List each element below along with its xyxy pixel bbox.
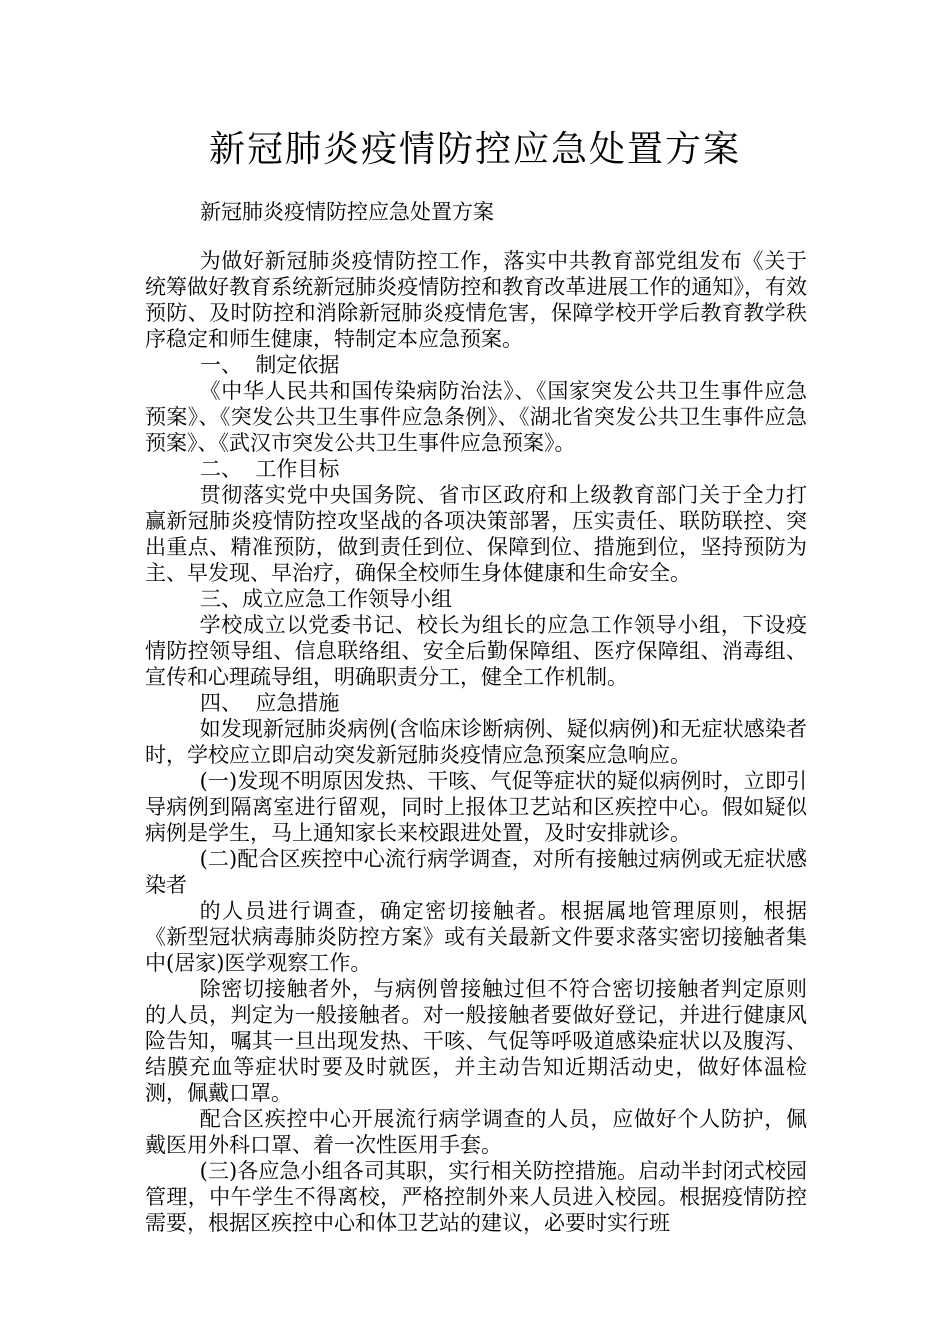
measures-paragraph: (三)各应急小组各司其职，实行相关防控措施。启动半封闭式校园管理，中午学生不得离校，严格控制外来人员进入校园。根据疫情防控需要，根据区疾控中心和体卫艺站的建议，必要时实行班 (145, 1159, 807, 1235)
measures-paragraph: 除密切接触者外，与病例曾接触过但不符合密切接触者判定原则的人员，判定为一般接触者。对一般接触者要做好登记，并进行健康风险告知，嘱其一旦出现发热、干咳、气促等呼吸道感染症状以及腹泻、结膜充血等症状时要及时就医，并主动告知近期活动史，做好体温检测，佩戴口罩。 (145, 977, 807, 1105)
section-heading-measures: 四、 应急措施 (200, 691, 340, 715)
measures-paragraph: 的人员进行调查，确定密切接触者。根据属地管理原则，根据《新型冠状病毒肺炎防控方案》或有关最新文件要求落实密切接触者集中(居家)医学观察工作。 (145, 899, 807, 975)
intro-paragraph: 为做好新冠肺炎疫情防控工作，落实中共教育部党组发布《关于统筹做好教育系统新冠肺炎疫情防控和教育改革进展工作的通知》，有效预防、及时防控和消除新冠肺炎疫情危害，保障学校开学后教育教学秩序稳定和师生健康，特制定本应急预案。 (145, 249, 807, 351)
document-subtitle: 新冠肺炎疫情防控应急处置方案 (200, 200, 494, 224)
measures-paragraph: 如发现新冠肺炎病例(含临床诊断病例、疑似病例)和无症状感染者 时，学校应立即启动突发新冠肺炎疫情应急预案应急响应。 (145, 717, 807, 767)
section-text-leadership: 学校成立以党委书记、校长为组长的应急工作领导小组，下设疫情防控领导组、信息联络组、安全后勤保障组、医疗保障组、消毒组、宣传和心理疏导组，明确职责分工，健全工作机制。 (145, 613, 807, 689)
section-text-basis: 《中华人民共和国传染病防治法》、《国家突发公共卫生事件应急预案》、《突发公共卫生事件应急条例》、《湖北省突发公共卫生事件应急预案》、《武汉市突发公共卫生事件应急预案》。 (145, 379, 807, 455)
document-body (145, 248, 807, 1236)
document-title: 新冠肺炎疫情防控应急处置方案 (208, 129, 741, 170)
measures-paragraph: (一)发现不明原因发热、干咳、气促等症状的疑似病例时，立即引导病例到隔离室进行留观，同时上报体卫艺站和区疾控中心。假如疑似病例是学生，马上通知家长来校跟进处置，及时安排就诊。 (145, 769, 807, 845)
section-text-goals: 贯彻落实党中央国务院、省市区政府和上级教育部门关于全力打赢新冠肺炎疫情防控攻坚战的各项决策部署，压实责任、联防联控、突出重点、精准预防，做到责任到位、保障到位、措施到位，坚持预防为主、早发现、早治疗，确保全校师生身体健康和生命安全。 (145, 483, 807, 585)
measures-paragraph: 配合区疾控中心开展流行病学调查的人员，应做好个人防护，佩戴医用外科口罩、着一次性医用手套。 (145, 1107, 807, 1157)
section-heading-basis: 一、 制定依据 (200, 353, 340, 377)
section-heading-leadership: 三、成立应急工作领导小组 (200, 587, 452, 611)
section-heading-goals: 二、 工作目标 (200, 457, 340, 481)
measures-paragraph: (二)配合区疾控中心流行病学调查，对所有接触过病例或无症状感染者 (145, 847, 807, 897)
